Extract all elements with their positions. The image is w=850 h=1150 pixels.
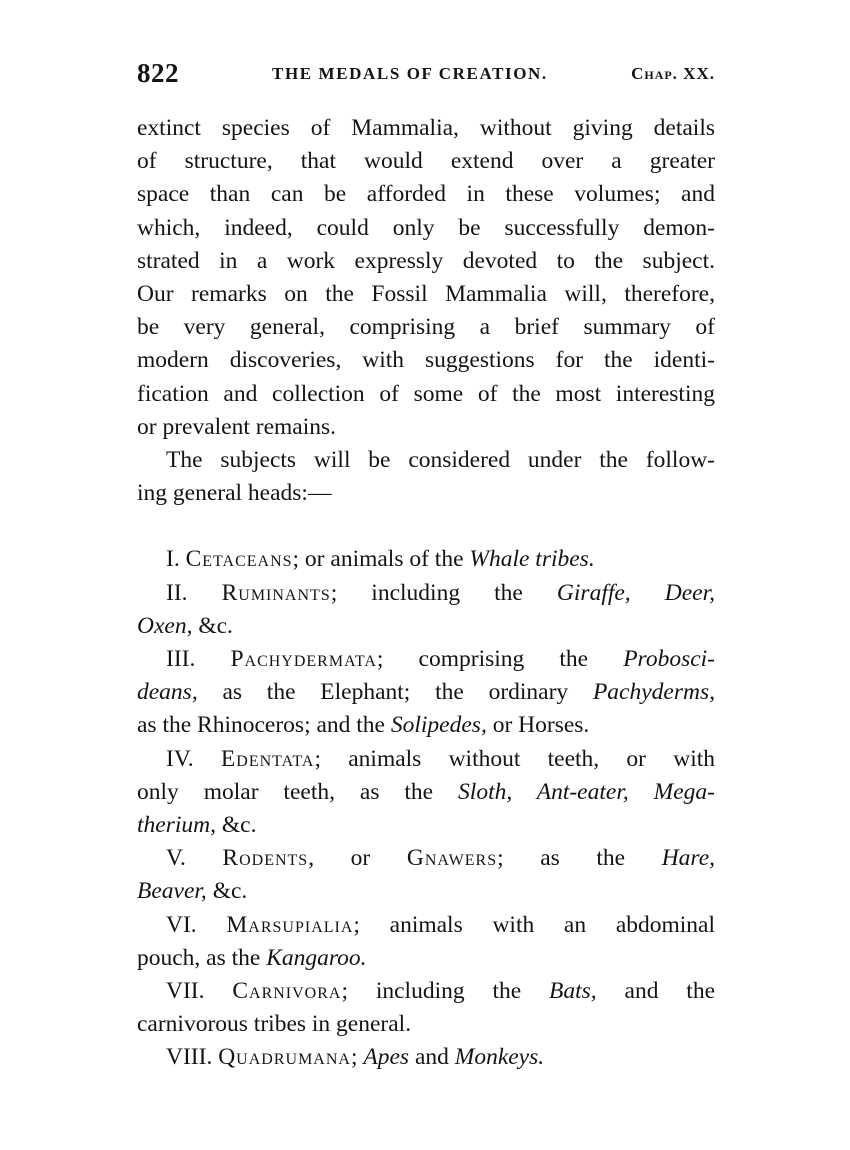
item-numeral: III. <box>166 646 196 673</box>
text-line <box>137 842 715 875</box>
item-text: ; as the <box>497 845 662 872</box>
item-text: ; including the <box>341 978 550 1005</box>
running-title: THE MEDALS OF CREATION. <box>272 64 548 83</box>
list-item-cetaceans <box>137 543 715 576</box>
item-numeral: I. <box>166 546 180 573</box>
item-text: ; comprising the <box>376 646 624 673</box>
item-name: Cetaceans <box>185 546 293 573</box>
item-text: carnivorous tribes in general. <box>137 1011 412 1038</box>
text-line <box>137 610 715 643</box>
page-number: 822 <box>137 58 179 88</box>
item-text: pouch, as the <box>137 944 267 971</box>
item-example: Probosci- <box>623 646 715 673</box>
item-name: Edentata <box>220 745 315 772</box>
text-line: which, indeed, could only be successfully demon- <box>137 214 715 241</box>
text-line: Our remarks on the Fossil Mammalia will, therefore, <box>137 281 715 308</box>
text-line <box>137 743 715 776</box>
item-text: &c. <box>215 812 257 839</box>
item-text: and <box>409 1044 455 1071</box>
text-line: extinct species of Mammalia, without giving details <box>137 115 715 141</box>
text-line <box>137 643 715 676</box>
item-text: as the Rhinoceros; and the <box>137 712 391 739</box>
item-text: &c. <box>206 878 248 905</box>
item-name: Gnawers <box>406 845 498 872</box>
item-example: Pachyderms, <box>592 679 715 706</box>
item-example: Bats, <box>549 978 597 1005</box>
text-line: or prevalent remains. <box>137 413 337 440</box>
text-line: of structure, that would extend over a greater <box>137 148 715 175</box>
text-line <box>137 1008 715 1041</box>
item-example: Apes <box>363 1044 410 1071</box>
item-text: ; including the <box>330 579 557 606</box>
item-example: Whale tribes. <box>469 546 595 573</box>
text-line: be very general, comprising a brief summary of <box>137 314 715 341</box>
text-line <box>137 776 715 809</box>
text-line <box>137 809 715 842</box>
section-gap <box>137 510 715 543</box>
text-line: space than can be afforded in these volumes; and <box>137 181 715 208</box>
text-line <box>137 942 715 975</box>
item-example: Beaver, <box>137 878 207 905</box>
text-line <box>137 1041 715 1074</box>
text-line <box>137 543 715 576</box>
item-text: &c. <box>192 612 233 639</box>
text-line <box>137 875 715 908</box>
text-line: modern discoveries, with suggestions for the identi- <box>137 347 715 374</box>
item-example: Sloth, Ant-eater, Mega- <box>458 778 715 805</box>
item-text: ; <box>350 1044 364 1071</box>
text-line: fication and collection of some of the most interesting <box>137 380 715 407</box>
item-example: Giraffe, Deer, <box>556 579 715 606</box>
intro-paragraph <box>137 112 715 444</box>
item-name: Marsupialia <box>226 911 354 938</box>
item-example: Oxen, <box>137 612 193 639</box>
text-line <box>137 577 715 610</box>
item-text: ; or animals of the <box>292 546 470 573</box>
item-name: Rodents <box>222 845 309 872</box>
text-line: ing general heads:— <box>137 480 332 507</box>
page-header <box>137 58 715 94</box>
item-example: therium, <box>137 812 216 839</box>
item-example: Monkeys. <box>454 1044 545 1071</box>
item-name: Ruminants <box>221 579 331 606</box>
list-item-rodents <box>137 842 715 908</box>
item-text: , or <box>308 845 407 872</box>
lead-paragraph <box>137 444 715 510</box>
heads-list <box>137 543 715 1074</box>
item-text: ; animals with an abdominal <box>353 911 716 938</box>
list-item-edentata <box>137 743 715 843</box>
list-item-marsupialia <box>137 909 715 975</box>
item-text: or Horses. <box>486 712 590 739</box>
item-name: Quadrumana <box>218 1044 351 1071</box>
item-text: and the <box>596 978 715 1005</box>
item-example: Kangaroo. <box>266 944 367 971</box>
item-text: ; animals without teeth, or with <box>314 745 715 772</box>
item-name: Carnivora <box>232 978 342 1005</box>
item-numeral: VII. <box>166 978 205 1005</box>
list-item-pachydermata <box>137 643 715 743</box>
item-numeral: V. <box>166 845 186 872</box>
item-numeral: IV. <box>166 745 194 772</box>
text-line: The subjects will be considered under the follow- <box>166 447 715 474</box>
list-item-carnivora <box>137 975 715 1041</box>
body-text <box>137 112 715 1075</box>
text-line <box>137 975 715 1008</box>
item-example: deans, <box>137 679 198 706</box>
item-text: as the Elephant; the ordinary <box>197 679 593 706</box>
item-numeral: VIII. <box>166 1044 213 1071</box>
item-example: Hare, <box>661 845 716 872</box>
item-name: Pachydermata <box>230 646 377 673</box>
text-line <box>137 709 715 742</box>
item-example: Solipedes, <box>390 712 487 739</box>
text-line <box>137 676 715 709</box>
item-numeral: II. <box>166 579 188 606</box>
list-item-ruminants <box>137 577 715 643</box>
list-item-quadrumana <box>137 1041 715 1074</box>
item-text: only molar teeth, as the <box>137 778 459 805</box>
text-line: strated in a work expressly devoted to the subject. <box>137 247 715 274</box>
item-numeral: VI. <box>166 911 197 938</box>
text-line <box>137 909 715 942</box>
chapter-label: Chap. XX. <box>631 64 715 83</box>
